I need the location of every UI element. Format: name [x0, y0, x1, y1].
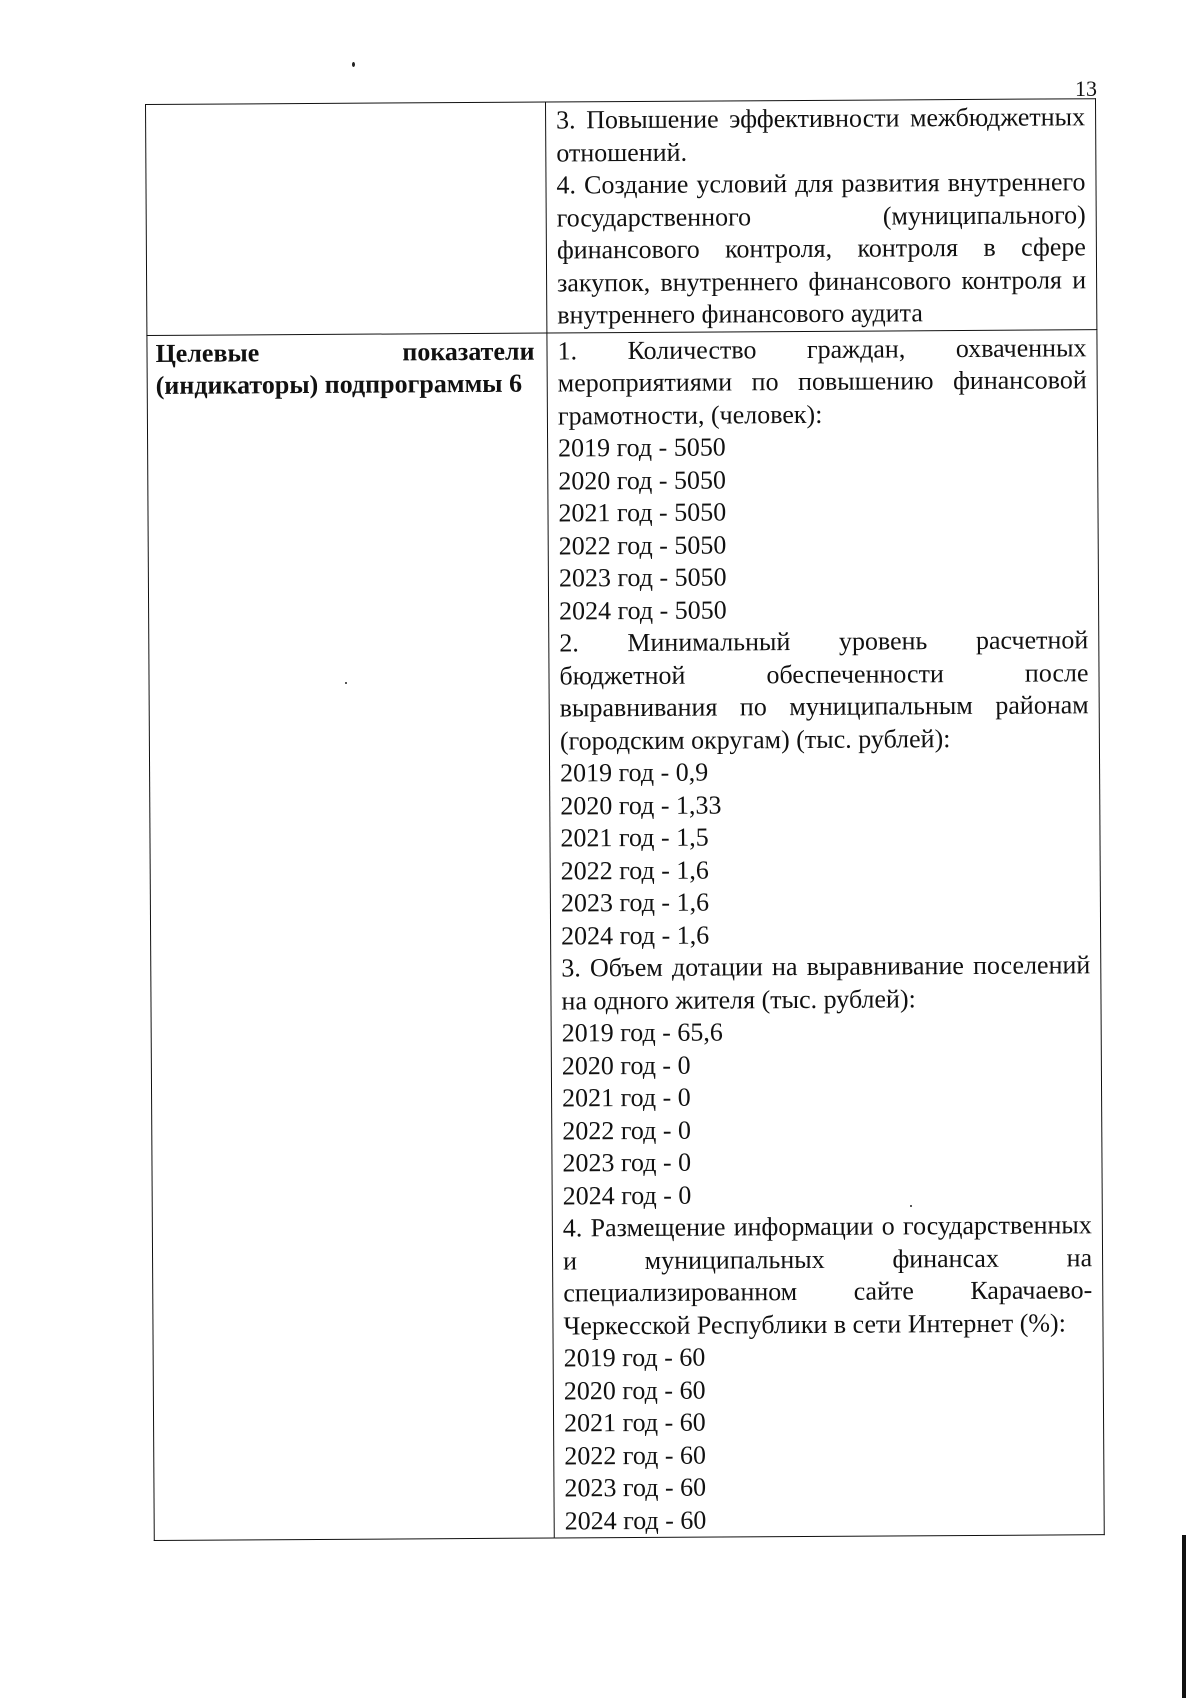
indicator-year-value: 2020 год - 1,33 — [560, 789, 722, 820]
indicator-year-value: 2023 год - 1,6 — [560, 887, 710, 918]
indicator-year-value: 2021 год - 0 — [561, 1082, 691, 1113]
indicator-year-value: 2022 год - 1,6 — [560, 855, 709, 885]
indicator-year-value: 2022 год - 60 — [564, 1440, 707, 1470]
indicator-year-value: 2021 год - 1,5 — [560, 822, 709, 853]
indicators-cell — [547, 329, 1104, 1538]
indicator-year-value: 2023 год - 5050 — [558, 562, 727, 593]
empty-label-cell — [146, 102, 547, 335]
indicator-year-value: 2024 год - 5050 — [559, 594, 727, 625]
indicator-title: 4. Размещение информации о государственных и муниципальных финансах на специализированном сайте Карачаево-Черкесской Республики в сети Интернет (%): — [562, 1210, 1093, 1340]
passport-table — [145, 98, 1105, 1541]
indicator-year-value: 2019 год - 0,9 — [560, 757, 709, 788]
indicator-year-value: 2021 год - 5050 — [558, 497, 727, 528]
indicator-year-value: 2024 год - 0 — [562, 1180, 692, 1210]
indicator-year-value: 2024 год - 60 — [564, 1505, 707, 1535]
indicator-title: 3. Объем дотации на выравнивание поселений на одного жителя (тыс. рублей): — [561, 950, 1091, 1015]
indicator-year-value: 2022 год - 5050 — [558, 529, 727, 560]
scan-speck — [910, 1205, 912, 1207]
indicator-year-value: 2021 год - 60 — [563, 1407, 706, 1438]
indicator-1 — [557, 332, 1088, 628]
scan-speck — [352, 62, 355, 67]
scan-speck — [345, 682, 347, 684]
table-row-objectives-continued — [146, 99, 1097, 335]
indicator-3 — [561, 949, 1092, 1212]
indicator-year-value: 2024 год - 1,6 — [560, 920, 710, 950]
indicator-year-value: 2020 год - 60 — [563, 1375, 706, 1405]
indicator-4 — [563, 1209, 1094, 1537]
scan-edge-shadow — [1182, 1535, 1186, 1698]
indicator-2 — [559, 624, 1090, 952]
indicator-year-value: 2023 год - 0 — [562, 1147, 692, 1178]
table-row-indicators — [147, 329, 1104, 1540]
indicator-year-value: 2019 год - 60 — [563, 1342, 706, 1373]
objective-item-3: 3. Повышение эффективности межбюджетных отношений. — [556, 102, 1086, 167]
objectives-cell — [545, 99, 1096, 333]
indicator-year-value: 2019 год - 65,6 — [561, 1017, 723, 1048]
row-label: Целевые показатели (индикаторы) подпрограммы 6 — [155, 336, 535, 400]
indicator-title: 1. Количество граждан, охваченных мероприятиями по повышению финансовой грамотности, (человек): — [557, 332, 1087, 430]
indicator-year-value: 2019 год - 5050 — [558, 432, 726, 463]
page-number: 13 — [1075, 76, 1097, 101]
objective-item-4: 4. Создание условий для развития внутреннего государственного (муниципального) финансового контроля, контроля в сфере закупок, внутреннего финансового контроля и внутреннего финансового аудита — [556, 167, 1087, 330]
indicators-label-cell — [147, 333, 554, 1541]
indicator-year-value: 2023 год - 60 — [564, 1472, 707, 1503]
indicator-year-value: 2020 год - 0 — [561, 1050, 691, 1080]
indicator-year-value: 2022 год - 0 — [562, 1115, 692, 1145]
indicator-title: 2. Минимальный уровень расчетной бюджетной обеспеченности после выравнивания по муниципальным районам (городским округам) (тыс. рублей): — [559, 625, 1089, 755]
indicator-year-value: 2020 год - 5050 — [558, 464, 727, 495]
